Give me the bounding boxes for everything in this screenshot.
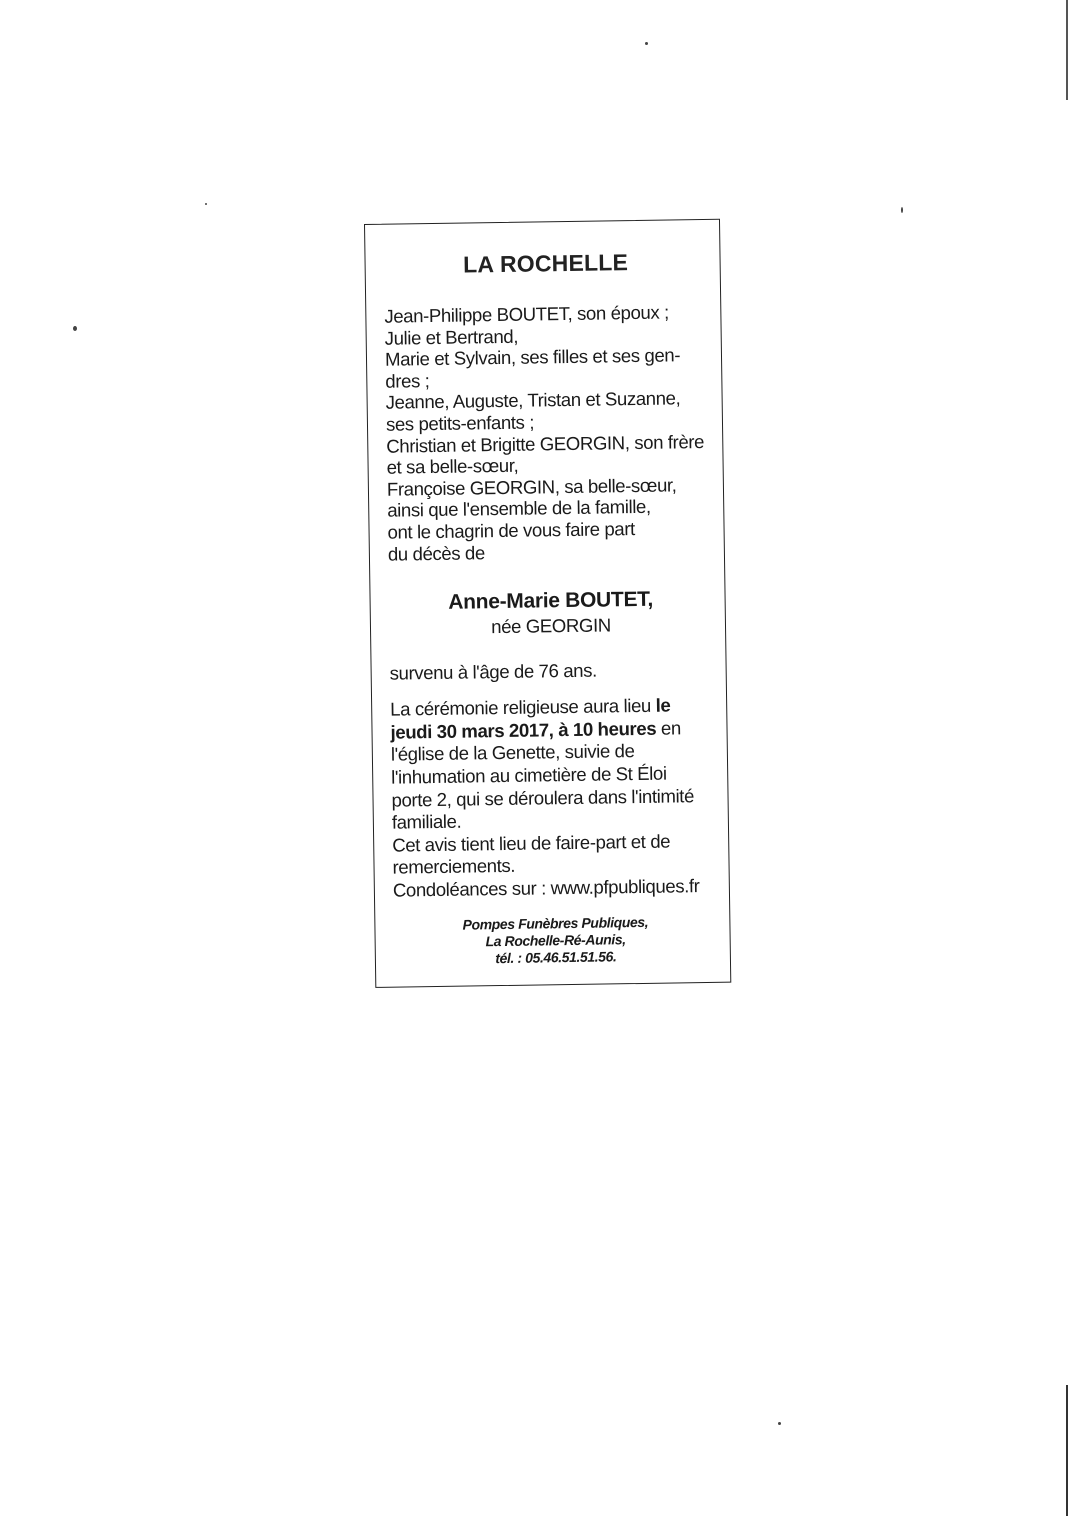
age-line: survenu à l'âge de 76 ans. — [389, 659, 597, 684]
ceremony-text: La cérémonie religieuse aura lieu — [390, 694, 656, 720]
scan-speck — [645, 42, 648, 45]
notice-content — [383, 240, 718, 969]
notice-city-heading: LA ROCHELLE — [462, 249, 629, 278]
condolences-line: Condoléances sur : www.pfpubliques.fr — [392, 874, 700, 901]
family-announcement — [384, 301, 712, 565]
ceremony-date: jeudi 30 mars 2017, à 10 heures — [390, 717, 657, 743]
ceremony-text-bold: le — [655, 694, 671, 716]
ceremony-line: remerciements. — [392, 855, 516, 878]
deceased-block — [388, 586, 713, 641]
ceremony-text: en — [656, 717, 681, 739]
scan-speck — [73, 326, 77, 331]
family-line: Jean-Philippe BOUTET, son époux ; — [384, 301, 669, 327]
ceremony-line: Cet avis tient lieu de faire-part et de — [392, 830, 671, 856]
scan-speck — [778, 1422, 781, 1425]
ceremony-line: l'église de la Genette, suivie de — [390, 740, 635, 765]
family-line: Marie et Sylvain, ses filles et ses gen- — [384, 344, 681, 370]
family-line: dres ; — [385, 369, 430, 392]
funeral-home-location: La Rochelle-Ré-Aunis, — [485, 931, 626, 950]
deceased-name: Anne-Marie BOUTET, — [448, 587, 654, 614]
ceremony-line: familiale. — [391, 810, 462, 833]
ceremony-line: l'inhumation au cimetière de St Éloi — [391, 762, 667, 788]
family-line: Julie et Bertrand, — [384, 325, 519, 349]
family-line: et sa belle-sœur, — [386, 454, 519, 478]
family-line: Jeanne, Auguste, Tristan et Suzanne, — [385, 387, 681, 414]
obituary-notice — [364, 219, 731, 988]
family-line: ainsi que l'ensemble de la famille, — [387, 496, 651, 522]
funeral-home-phone: tél. : 05.46.51.51.56. — [495, 948, 617, 967]
funeral-home-name: Pompes Funèbres Publiques, — [462, 914, 649, 934]
family-line: Christian et Brigitte GEORGIN, son frère — [386, 430, 705, 457]
scan-speck — [901, 207, 903, 213]
maiden-name: née GEORGIN — [491, 614, 611, 638]
family-line: du décès de — [387, 541, 485, 565]
scan-speck — [205, 203, 207, 205]
family-line: ont le chagrin de vous faire part — [387, 517, 635, 543]
family-line: Françoise GEORGIN, sa belle-sœur, — [386, 474, 677, 500]
ceremony-line: porte 2, qui se déroulera dans l'intimité — [391, 784, 695, 811]
funeral-home-signature — [393, 913, 718, 969]
ceremony-details — [390, 694, 717, 902]
family-line: ses petits-enfants ; — [385, 411, 535, 435]
scan-edge-shadow — [1066, 0, 1068, 1516]
